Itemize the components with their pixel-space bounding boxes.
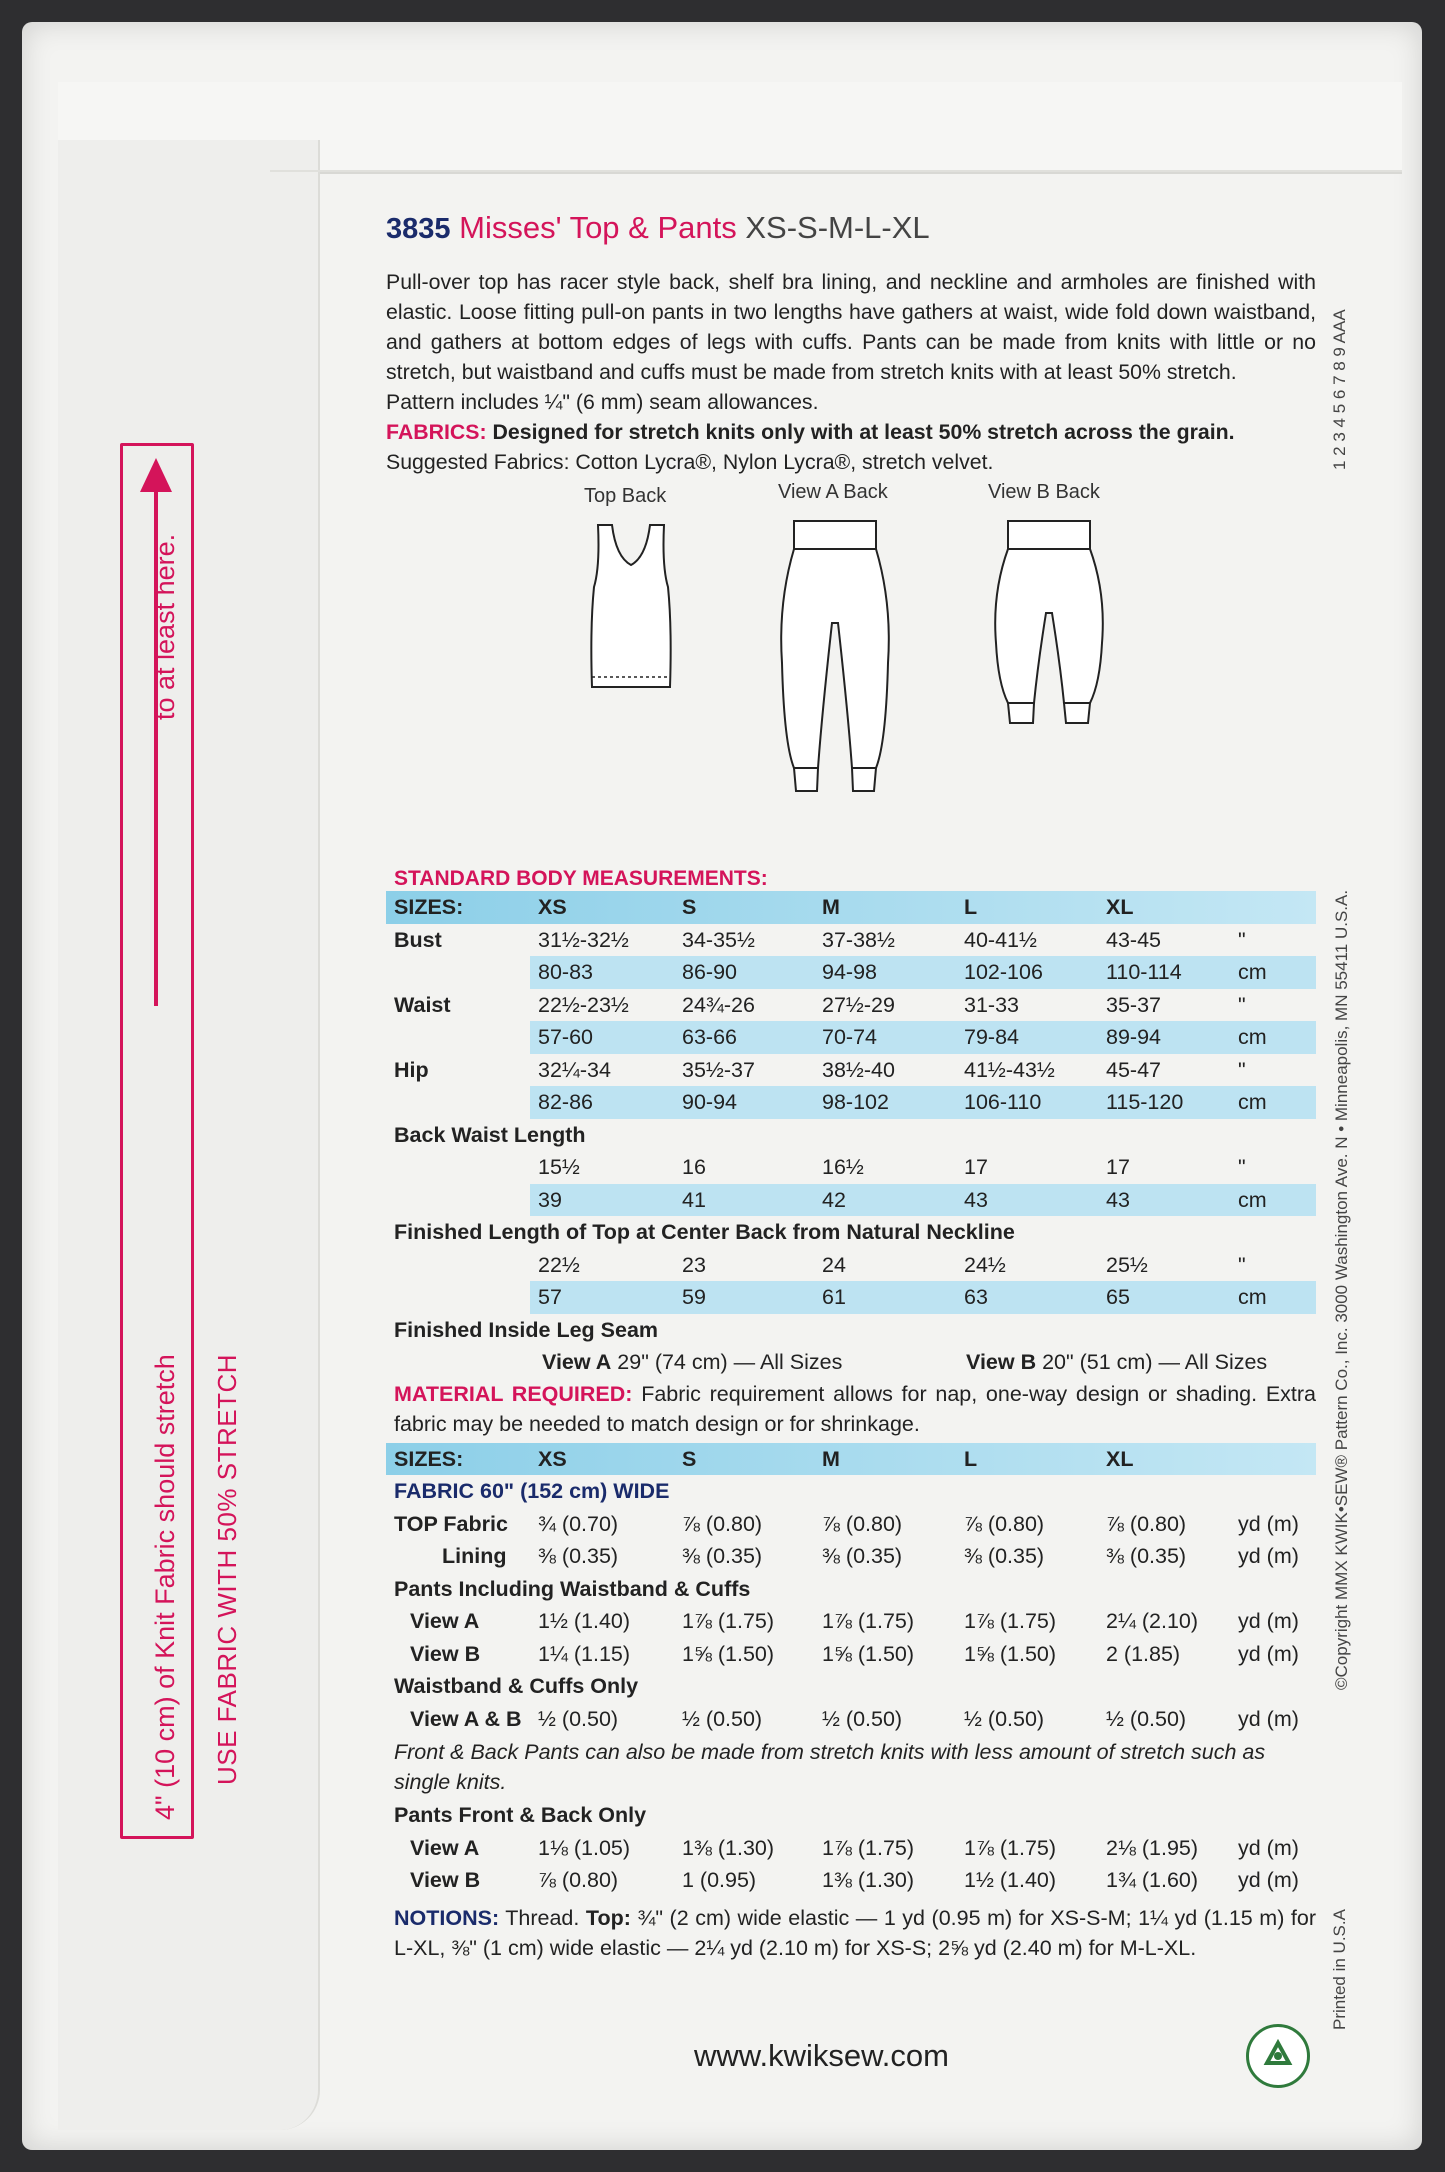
material-row <box>386 1703 1316 1736</box>
cell: 41 <box>682 1187 706 1212</box>
cell: 24½ <box>964 1252 1006 1277</box>
measurements-sizes-header <box>386 891 1316 924</box>
cell: 90-94 <box>682 1090 737 1114</box>
material-row-label: View B <box>410 1868 481 1892</box>
cell: 31½-32½ <box>538 927 629 952</box>
measurements-table <box>386 924 1316 1119</box>
size-xs: XS <box>538 1446 567 1471</box>
cell: 35-37 <box>1106 992 1161 1017</box>
material-required <box>394 1379 1316 1439</box>
pattern-name: Misses' Top & Pants <box>459 210 737 245</box>
back-waist-cm-row <box>530 1184 1316 1217</box>
material-section-row <box>386 1573 1316 1606</box>
notions-label: NOTIONS: <box>394 1905 500 1930</box>
cell: 115-120 <box>1106 1090 1184 1114</box>
cell: 1½ (1.40) <box>964 1868 1057 1892</box>
cell: 24¾-26 <box>682 992 755 1017</box>
use-fabric-text: USE FABRIC WITH 50% STRETCH <box>212 1354 242 1785</box>
material-row <box>386 1540 1316 1573</box>
cell: 63-66 <box>682 1025 737 1049</box>
cell: ⅞ (0.80) <box>822 1511 903 1536</box>
cell: 17 <box>964 1155 988 1179</box>
material-label: MATERIAL REQUIRED: <box>394 1381 633 1406</box>
cell: 80-83 <box>538 960 593 984</box>
cell: ½ (0.50) <box>682 1706 763 1731</box>
cell: ½ (0.50) <box>964 1706 1045 1731</box>
cell: ⅜ (0.35) <box>682 1544 763 1568</box>
finished-top-in-row <box>386 1249 1316 1282</box>
cell: 2¼ (2.10) <box>1106 1609 1199 1633</box>
material-row-label: TOP Fabric <box>394 1511 508 1536</box>
material-row <box>386 1638 1316 1671</box>
finished-top-label-row <box>386 1216 1316 1249</box>
unit: " <box>1238 1057 1246 1082</box>
unit: " <box>1238 992 1246 1017</box>
view-a-back-label: View A Back <box>778 481 888 503</box>
size-xl: XL <box>1106 1446 1134 1471</box>
cell: 1¾ (1.60) <box>1106 1868 1199 1892</box>
material-sizes-header <box>386 1443 1316 1476</box>
cell: 86-90 <box>682 960 737 984</box>
cell: 16 <box>682 1155 706 1179</box>
cell: 38½-40 <box>822 1057 895 1082</box>
cell: 1 (0.95) <box>682 1868 757 1892</box>
cell: ⅞ (0.80) <box>538 1868 619 1892</box>
unit: " <box>1238 927 1246 952</box>
cell: ⅞ (0.80) <box>682 1511 763 1536</box>
pattern-number: 3835 <box>386 213 451 245</box>
cell: ⅜ (0.35) <box>1106 1544 1187 1568</box>
view-b-back-sketch <box>984 513 1114 753</box>
cell: 43 <box>964 1187 988 1212</box>
material-section-label: Pants Front & Back Only <box>394 1803 647 1827</box>
unit: cm <box>1238 1187 1267 1212</box>
material-text: Fabric requirement allows for nap, one-way design or shading. Extra fabric may be needed to match design or for shrinkage. <box>394 1381 1317 1436</box>
cell: ½ (0.50) <box>1106 1706 1187 1731</box>
fabric-width-row <box>386 1475 1316 1508</box>
material-row-label: View A & B <box>410 1706 522 1731</box>
cell: 23 <box>682 1252 706 1277</box>
measurement-row <box>386 924 1316 957</box>
cell: ⅜ (0.35) <box>822 1544 903 1568</box>
cell: 82-86 <box>538 1090 593 1114</box>
finished-top-label: Finished Length of Top at Center Back from Natural Neckline <box>394 1220 1015 1244</box>
measurement-row <box>530 1021 1316 1054</box>
material-section-row <box>386 1799 1316 1832</box>
cell: 1¼ (1.15) <box>538 1641 631 1666</box>
website: www.kwiksew.com <box>694 2038 949 2073</box>
measurement-row <box>530 1086 1316 1119</box>
size-m: M <box>822 895 840 919</box>
cell: 57-60 <box>538 1025 593 1049</box>
cell: 39 <box>538 1187 562 1212</box>
cell: 61 <box>822 1285 846 1309</box>
inside-leg-label: Finished Inside Leg Seam <box>394 1317 659 1342</box>
notions-text-a: Thread. <box>505 1905 580 1930</box>
measurement-row <box>386 1054 1316 1087</box>
size-m: M <box>822 1446 840 1471</box>
cell: 43-45 <box>1106 927 1161 952</box>
cell: 59 <box>682 1285 706 1309</box>
gauge-top-text: to at least here. <box>150 533 180 720</box>
cell: 17 <box>1106 1155 1130 1179</box>
view-b-back-label: View B Back <box>988 481 1100 503</box>
cell: 106-110 <box>964 1090 1042 1114</box>
cell: 1⅞ (1.75) <box>822 1609 915 1633</box>
material-note: Front & Back Pants can also be made from stretch knits with less amount of stretch such as single knits. <box>394 1740 1266 1794</box>
material-row <box>386 1832 1316 1865</box>
copyright: ©Copyright MMX KWIK•SEW® Pattern Co., Inc. 3000 Washington Ave. N • Minneapolis, MN 55411 U.S.A. <box>1332 889 1351 1690</box>
row-label: Hip <box>394 1057 429 1082</box>
cell: 1⅞ (1.75) <box>964 1609 1057 1633</box>
view-a-back-sketch <box>770 513 900 803</box>
sizes-label: SIZES: <box>394 1446 464 1471</box>
cell: 40-41½ <box>964 927 1037 952</box>
description-text: Pull-over top has racer style back, shelf bra lining, and neckline and armholes are finished with elastic. Loose fitting pull-on pants in two lengths have gathers at waist, wide fold down waistband, and gathers at bottom edges of legs with cuffs. Pants can be made from knits with little or no stretch, but waistband and cuffs must be made from stretch knits with at least 50% stretch. <box>386 270 1316 384</box>
notions-text-b: ¾" (2 cm) wide elastic — 1 yd (0.95 m) for XS-S-M; 1¼ yd (1.15 m) for L-XL, ⅜" (1 cm) wide elastic — 2¼ yd (2.10 m) for XS-S; 2⅝ yd (2.40 m) for M-L-XL. <box>394 1905 1316 1960</box>
back-waist-label-row <box>386 1119 1316 1152</box>
unit: yd (m) <box>1238 1609 1299 1633</box>
description <box>386 267 1316 477</box>
cell: 1⅝ (1.50) <box>964 1641 1057 1666</box>
cell: 35½-37 <box>682 1057 755 1082</box>
cell: ½ (0.50) <box>822 1706 903 1731</box>
seam-allowance: Pattern includes ¼" (6 mm) seam allowances. <box>386 390 819 414</box>
size-xs: XS <box>538 895 567 919</box>
cell: 1⅝ (1.50) <box>822 1641 915 1666</box>
cell: 63 <box>964 1285 988 1309</box>
material-row-label: Lining <box>442 1544 507 1568</box>
size-s: S <box>682 1446 697 1471</box>
cell: 32¼-34 <box>538 1057 611 1082</box>
cell: 1⅝ (1.50) <box>682 1641 775 1666</box>
sketches <box>386 477 1316 867</box>
cell: 22½ <box>538 1252 580 1277</box>
cell: 45-47 <box>1106 1057 1161 1082</box>
unit: cm <box>1238 1090 1267 1114</box>
cell: ¾ (0.70) <box>538 1511 619 1536</box>
cell: 1½ (1.40) <box>538 1609 631 1633</box>
cell: 1⅛ (1.05) <box>538 1835 631 1860</box>
unit: cm <box>1238 960 1267 984</box>
inside-leg-b: 20" (51 cm) — All Sizes <box>1042 1350 1268 1374</box>
finished-top-cm-row <box>530 1281 1316 1314</box>
cell: 15½ <box>538 1155 580 1179</box>
sizes-label: SIZES: <box>394 895 464 919</box>
cell: 94-98 <box>822 960 877 984</box>
cell: 31-33 <box>964 992 1019 1017</box>
cell: 37-38½ <box>822 927 895 952</box>
material-row-label: View A <box>410 1835 480 1860</box>
cell: 16½ <box>822 1155 864 1179</box>
top-back-label: Top Back <box>584 485 667 507</box>
unit: yd (m) <box>1238 1868 1299 1892</box>
unit: cm <box>1238 1025 1267 1049</box>
unit: " <box>1238 1155 1246 1179</box>
cell: 1⅞ (1.75) <box>822 1835 915 1860</box>
material-table <box>386 1508 1316 1897</box>
unit: " <box>1238 1252 1246 1277</box>
cell: ½ (0.50) <box>538 1706 619 1731</box>
inside-leg-label-row <box>386 1314 1316 1347</box>
fold-line <box>270 170 1402 172</box>
cell: 65 <box>1106 1285 1130 1309</box>
fabric-width: FABRIC 60" (152 cm) WIDE <box>394 1479 670 1503</box>
cell: 89-94 <box>1106 1025 1161 1049</box>
unit: cm <box>1238 1285 1267 1309</box>
cell: 42 <box>822 1187 846 1212</box>
inside-leg-b-label: View B <box>966 1350 1037 1374</box>
cell: 1⅜ (1.30) <box>822 1868 915 1892</box>
cell: 24 <box>822 1252 846 1277</box>
measurements-title: STANDARD BODY MEASUREMENTS: <box>394 867 768 890</box>
cell: 41½-43½ <box>964 1057 1055 1082</box>
cell: 22½-23½ <box>538 992 629 1017</box>
unit: yd (m) <box>1238 1641 1299 1666</box>
cell: ⅞ (0.80) <box>964 1511 1045 1536</box>
cell: 79-84 <box>964 1025 1019 1049</box>
unit: yd (m) <box>1238 1706 1299 1731</box>
row-label: Waist <box>394 992 451 1017</box>
cell: 25½ <box>1106 1252 1148 1277</box>
material-row <box>386 1508 1316 1541</box>
cell: 2⅛ (1.95) <box>1106 1835 1199 1860</box>
material-row-label: View A <box>410 1609 480 1633</box>
size-l: L <box>964 895 978 919</box>
suggested-fabrics: Suggested Fabrics: Cotton Lycra®, Nylon Lycra®, stretch velvet. <box>386 450 994 474</box>
measurement-row <box>530 956 1316 989</box>
pattern-info <box>386 210 1316 1963</box>
top-back-sketch <box>576 517 686 697</box>
cell: 1⅞ (1.75) <box>682 1609 775 1633</box>
recycle-icon <box>1246 2024 1310 2088</box>
row-label: Bust <box>394 927 442 952</box>
cell: 57 <box>538 1285 562 1309</box>
cell: 70-74 <box>822 1025 877 1049</box>
unit: yd (m) <box>1238 1544 1299 1568</box>
inside-leg-row <box>386 1346 1316 1379</box>
cell: 34-35½ <box>682 927 755 952</box>
cell: 102-106 <box>964 960 1043 984</box>
cell: 98-102 <box>822 1090 889 1114</box>
size-xl: XL <box>1106 895 1134 919</box>
fabrics-text: Designed for stretch knits only with at least 50% stretch across the grain. <box>492 420 1235 444</box>
unit: yd (m) <box>1238 1835 1299 1860</box>
cell: 1⅜ (1.30) <box>682 1835 775 1860</box>
fabrics-label: FABRICS: <box>386 420 487 444</box>
pattern-code: 1 2 3 4 5 6 7 8 9 AAA <box>1330 309 1349 470</box>
measurement-row <box>386 989 1316 1022</box>
cell: 27½-29 <box>822 992 895 1017</box>
size-l: L <box>964 1446 978 1471</box>
cell: 1⅞ (1.75) <box>964 1835 1057 1860</box>
cell: 43 <box>1106 1187 1130 1212</box>
notions-top-label: Top: <box>585 1905 631 1930</box>
cell: ⅞ (0.80) <box>1106 1511 1187 1536</box>
cell: 110-114 <box>1106 960 1182 984</box>
pattern-title <box>386 210 1316 247</box>
unit: yd (m) <box>1238 1511 1299 1536</box>
notions <box>394 1903 1316 1963</box>
inside-leg-a: 29" (74 cm) — All Sizes <box>617 1350 843 1374</box>
material-row-label: View B <box>410 1641 481 1666</box>
cell: ⅜ (0.35) <box>964 1544 1045 1568</box>
printed-in: Printed in U.S.A <box>1330 1909 1349 2030</box>
size-s: S <box>682 895 697 919</box>
gauge-bottom-text: 4" (10 cm) of Knit Fabric should stretch <box>150 1354 180 1820</box>
cell: ⅜ (0.35) <box>538 1544 619 1568</box>
material-section-row <box>386 1670 1316 1703</box>
inside-leg-a-label: View A <box>542 1350 612 1374</box>
cell: 2 (1.85) <box>1106 1641 1181 1666</box>
back-waist-label: Back Waist Length <box>394 1122 586 1147</box>
material-section-label: Pants Including Waistband & Cuffs <box>394 1576 751 1601</box>
pattern-sizes: XS-S-M-L-XL <box>745 210 930 245</box>
material-row <box>386 1605 1316 1638</box>
material-section-label: Waistband & Cuffs Only <box>394 1674 639 1698</box>
material-row <box>386 1864 1316 1897</box>
back-waist-in-row <box>386 1151 1316 1184</box>
